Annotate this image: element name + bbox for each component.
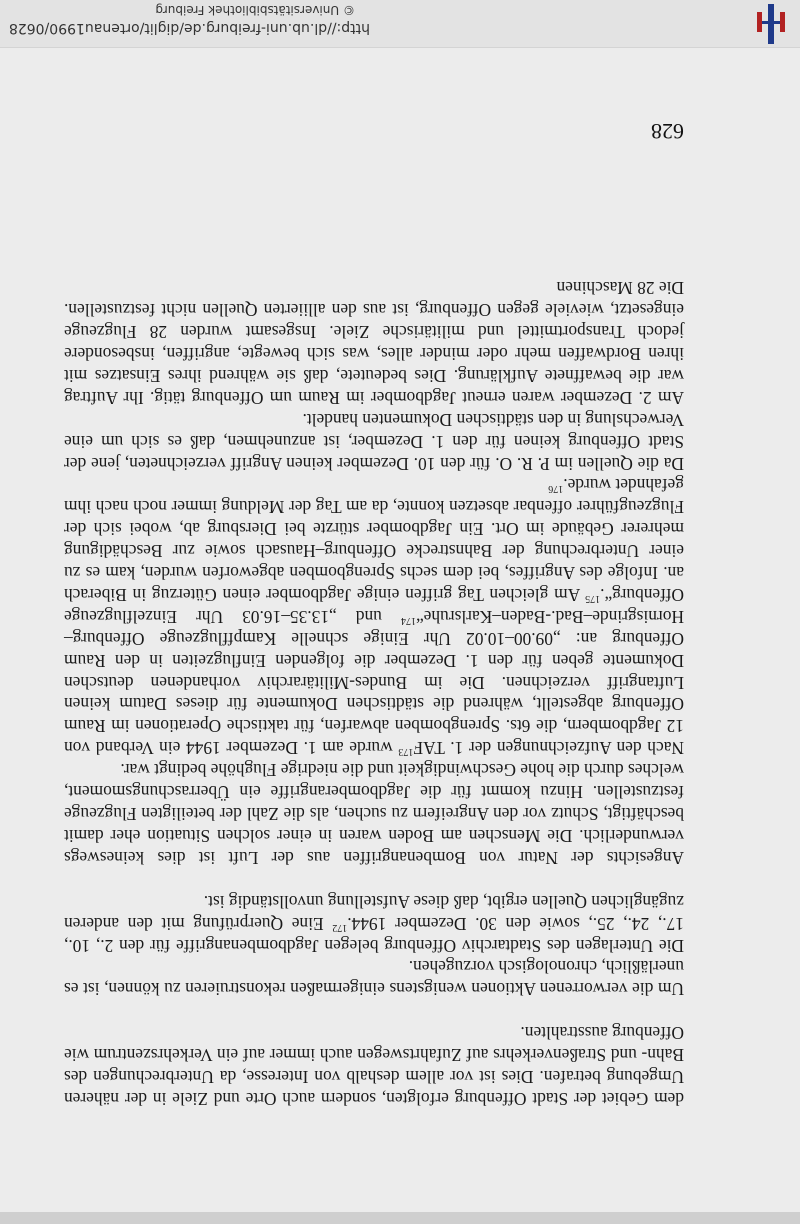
university-library-logo-icon [751,2,791,46]
text-run: und „13.35–16.03 Uhr Einzelflugzeuge Offenburg“. [64,584,684,627]
bottom-edge-strip [0,1212,800,1224]
page-number: 628 [651,119,684,144]
body-text [64,276,684,1109]
paragraph [64,1021,684,1109]
paragraph [64,276,684,407]
text-run: Angesichts der Natur von Bombenangriffen aus der Luft ist dies keineswegs verwunderlich. Die Menschen am Boden waren in einer solchen Situation eher damit beschäftigt, Schutz vor den Angreifern zu suchen, als die Zahl der beteiligten Flugzeuge festzustellen. Hinzu kommt für die Jagdbomberangriffe ein Überraschungsmoment, welches durch die hohe Geschwindigkeit und die niedrige Flughöhe bedingt war. [64,760,684,868]
text-run: Eine Querprüfung mit den anderen zugänglichen Quellen ergibt, daß diese Aufstellung unvollständig ist. [64,891,684,934]
text-run: dem Gebiet der Stadt Offenburg erfolgten, sondern auch Orte und Ziele in der näheren Umgebung betrafen. Dies ist vor allem deshalb von Interesse, da Unterbrechungen des Bahn- und Straßenverkehrs auf Zufahrtswegen auch immer auf ein Verkehrszentrum wie Offenburg ausstrahlten. [64,1023,684,1109]
text-run: Die Unterlagen des Stadtarchiv Offenburg belegen Jagdbombenangriffe für den 2., 10., 17., 24., 25., sowie den 30. Dezember 1944. [64,913,684,956]
footnote-marker: 174 [400,614,416,626]
archive-url[interactable]: http://dl.ub.uni-freiburg.de/diglit/ortenau1990/0628 [8,20,370,36]
text-run: Am 2. Dezember waren erneut Jagdbomber im Raum um Offenburg tätig. Ihr Auftrag war die bewaffnete Aufklärung. Dies bedeutete, daß sie während ihres Einsatzes mit ihren Bordwaffen mehr oder minder alles, was sich bewegte, angriffen, insbesondere jedoch Transportmittel und militärische Ziele. Insgesamt wurden 28 Flugzeuge eingesetzt, wieviele gegen Offenburg, ist aus den alliierten Quellen nicht festzustellen. Die 28 Maschinen [64,278,684,408]
paragraph [64,890,684,956]
text-run: Am gleichen Tag griffen einige Jagdbomber einen Güterzug in Biberach an. Infolge des Angriffes, bei dem sechs Sprengbomben abgeworfen wurden, kam es zu einer Unterbrechung der Bahnstrecke Offenburg–Hausach sowie zur Beschädigung mehrerer Gebäude im Ort. Ein Jagdbomber stürzte bei Diersburg ab, wobei sich der Flugzeugführer offenbar absetzen konnte, da am Tag der Meldung immer noch nach ihm gefahndet wurde. [64,475,684,605]
text-run: Nach den Aufzeichnungen der 1. TAF [413,738,684,759]
text-run: wurde am 1. Dezember 1944 ein Verband von 12 Jagdbombern, die 6ts. Sprengbomben abwarfen, für taktische Operationen im Raum Offenburg abgestellt, während die städtischen Dokumente für dieses Datum keinen Luftangriff verzeichnen. Die im Bundes-Militärarchiv vorhandenen deutschen Dokumente geben für den 1. Dezember die folgenden Einflugzeiten in den Raum Offenburg an: „09.00–10.02 Uhr Einige schnelle Kampfflugzeuge Offenburg–Hornisgrinde–Bad.-Baden–Karlsruhe“ [64,606,684,759]
footnote-marker: 173 [398,746,414,758]
paragraph [64,758,684,868]
footnote-marker: 176 [548,483,564,495]
paragraph [64,474,684,759]
footnote-marker: 175 [585,592,601,604]
copyright-notice: © Universitätsbibliothek Freiburg [155,3,355,17]
paragraph [64,408,684,474]
paragraph [64,956,684,1000]
text-run: Um die verworrenen Aktionen wenigstens einigermaßen rekonstruieren zu können, ist es unerläßlich, chronologisch vorzugehen. [64,957,684,1000]
text-run: Da die Quellen im P. R. O. für den 10. Dezember keinen Angriff verzeichneten, jene der Stadt Offenburg keinen für den 1. Dezember, ist anzunehmen, daß es sich um eine Verwechslung in den städtischen Dokumenten handelt. [64,409,684,474]
footnote-marker: 172 [332,921,348,933]
